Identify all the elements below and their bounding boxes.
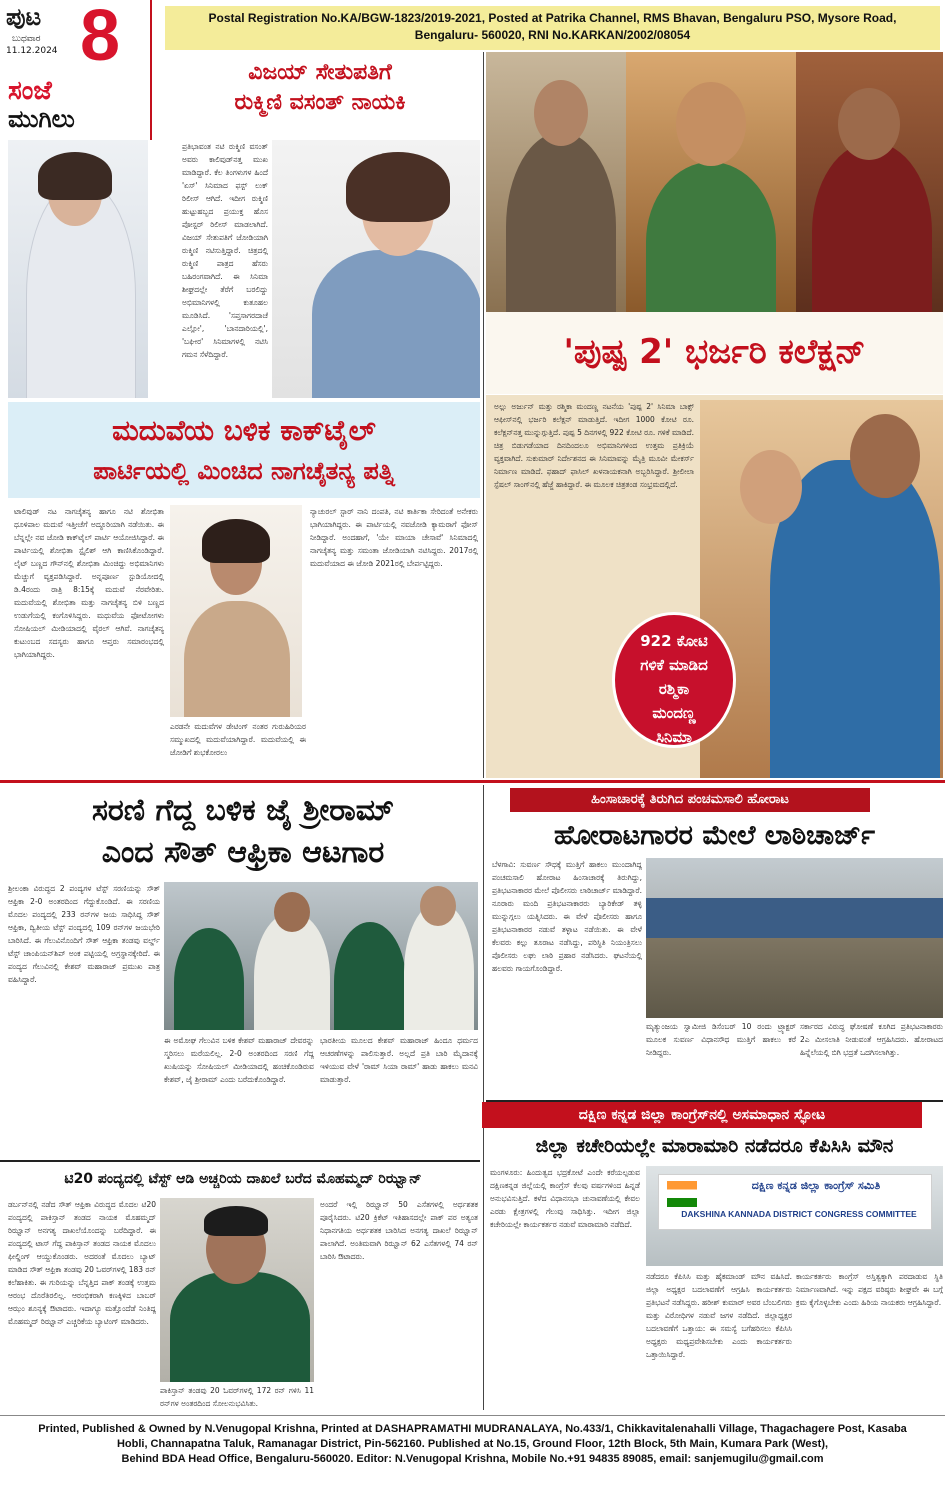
imprint-line-2: Hobli, Channapatna Taluk, Ramanagar District, Pin-562160. Published at No.15, Ground Floor, 12th Block, 5th Main, Kumara Park (West), [116, 1438, 829, 1450]
postal-registration [165, 6, 940, 50]
rizwan-headline-band [8, 1164, 478, 1194]
southafrica-headline [8, 790, 478, 874]
brand-name-line1: ಸಂಜೆ [8, 76, 52, 106]
postal-line-1: Postal Registration No.KA/BGW-1823/2019-2021, Posted at Patrika Channel, RMS Bhavan, Bengaluru PSO, Mysore Road, [208, 11, 897, 25]
pancha-protest-photo [646, 858, 943, 1018]
postal-line-2: Bengaluru- 560020, RNI No.KARKAN/2002/08054 [414, 28, 691, 42]
pancha-caption: ಮೃತ್ಯುಂಜಯ ಸ್ವಾಮೀಜಿ ಡಿಸೆಂಬರ್ 10 ರಂದು ಟ್ರ್ಯಾಕ್ಟರ್ ಮೂಲಕ ಸುವರ್ಣ ವಿಧಾನಸೌಧ ಮುತ್ತಿಗೆ ಹಾಕಲು ಕರೆ ನೀಡಿದ್ದರು. [646, 1022, 796, 1057]
shobhita-photo [170, 505, 302, 717]
badge-line4: ಮಂದಣ್ಣ [652, 704, 696, 722]
rukmini-headline [170, 58, 470, 118]
pushpa-couple-photo [700, 400, 943, 778]
badge-line3: ರಶ್ಮಿಕಾ [658, 680, 690, 698]
rukmini-photo-left [8, 140, 148, 398]
pancha-body-1: ಬೆಳಗಾವಿ: ಸುವರ್ಣ ಸೌಧಕ್ಕೆ ಮುತ್ತಿಗೆ ಹಾಕಲು ಮುಂದಾಗಿದ್ದ ಪಂಚಮಸಾಲಿ ಹೋರಾಟ ಹಿಂಸಾಚಾರಕ್ಕೆ ತಿರುಗಿದ್ದು, ಪ್ರತಿಭಟನಾಕಾರರ ಮೇಲೆ ಪೊಲೀಸರು ಲಾಠಿಚಾರ್ಜ್ ಮಾಡಿದ್ದಾರೆ. ನೂರಾರು ಮಂದಿ ಪ್ರತಿಭಟನಾಕಾರರು ಬ್ಯಾರಿಕೇಡ್ ತಳ್ಳಿ ಮುನ್ನುಗ್ಗಲು ಯತ್ನಿಸಿದರು. ಈ ವೇಳೆ ಪೊಲೀಸರು ಹಾಗೂ ಪ್ರತಿಭಟನಾಕಾರರ ನಡುವೆ ತಳ್ಳಾಟ ನಡೆಯಿತು. [492, 860, 642, 934]
pancha-body-col3: ಸರ್ಕಾರದ ವಿರುದ್ಧ ಘೋಷಣೆ ಕೂಗಿದ ಪ್ರತಿಭಟನಾಕಾರರು 2ಎ ಮೀಸಲಾತಿ ನೀಡುವಂತೆ ಆಗ್ರಹಿಸಿದರು. ಹೋರಾಟದ ಹಿನ್ನೆಲೆಯಲ್ಲಿ ಬಿಗಿ ಭದ್ರತೆ ಒದಗಿಸಲಾಗಿತ್ತು. [800, 1022, 943, 1057]
pushpa-still-rashmika [626, 52, 796, 312]
dk-congress-office-photo [646, 1166, 943, 1266]
weekday: ಬುಧವಾರ [12, 34, 41, 44]
badge-line1: 922 ಕೋಟಿ [640, 632, 708, 650]
southafrica-team-photo [164, 882, 478, 1030]
imprint-footer [0, 1415, 945, 1491]
imprint-line-3: Behind BDA Head Office, Bengaluru-560020. Editor: N.Venugopal Krishna, Mobile No.+91 94835 89085, email: sanjemugilu@gmail.com [121, 1453, 824, 1465]
rizwan-body-1: ಡರ್ಬನ್‌ನಲ್ಲಿ ನಡೆದ ಸೌತ್ ಆಫ್ರಿಕಾ ವಿರುದ್ಧದ ಮೊದಲ ಟಿ20 ಪಂದ್ಯದಲ್ಲಿ ಪಾಕಿಸ್ತಾನ್ ತಂಡದ ನಾಯಕ ಮೊಹಮ್ಮದ್ ರಿಝ್ವಾನ್ ಅನಗತ್ಯ ದಾಖಲೆಯೊಂದನ್ನು ಬರೆದಿದ್ದಾರೆ. ಈ ಪಂದ್ಯದಲ್ಲಿ ಟಾಸ್ ಗೆದ್ದ ಪಾಕಿಸ್ತಾನ್ ತಂಡದ ನಾಯಕ ಮೊದಲು ಫೀಲ್ಡಿಂಗ್ ಆಯ್ದುಕೊಂಡರು. ಅದರಂತೆ ಮೊದಲು ಬ್ಯಾಟ್ ಮಾಡಿದ ಸೌತ್ ಆಫ್ರಿಕಾ ತಂಡವು 20 ಓವರ್‌ಗಳಲ್ಲಿ 183 ರನ್ ಕಲೆಹಾಕಿತು. [8, 1200, 156, 1287]
cocktail-caption: ಎರಡನೇ ಮದುವೆಗಳ ಡೇಟಿಂಗ್ ನಂತರ ಗುರುಹಿರಿಯರ ಸಮ್ಮುಖದಲ್ಲಿ ಮದುವೆಯಾಗಿದ್ದಾರೆ. ಮದುವೆಯಲ್ಲಿ ಈ ಜೋಡಿಗೆ ಶುಭಕೋರಲು [170, 722, 306, 757]
dk-body-col2 [646, 1270, 792, 1410]
rukmini-headline-line1: ವಿಜಯ್ ಸೇತುಪತಿಗೆ [248, 60, 392, 85]
rizwan-body-2: ಈ ಗುರಿಯನ್ನು ಬೆನ್ನತ್ತಿದ ಪಾಕ್ ತಂಡಕ್ಕೆ ಉತ್ತಮ ಆರಂಭ ದೊರೆತಿರಲಿಲ್ಲ. ಆರಂಭಿಕರಾಗಿ ಕಣಕ್ಕಿಳಿದ ಬಾಬರ್ ಆಝಂ ಶೂನ್ಯಕ್ಕೆ ಔಟಾದರು. ಇದಾಗ್ಯೂ ಮತ್ತೊಂದೆಡೆ ನಿಂತಿದ್ದ ಮೊಹಮ್ಮದ್ ರಿಝ್ವಾನ್ ಎಚ್ಚರಿಕೆಯ ಬ್ಯಾಟಿಂಗ್ ಮಾಡಿದರು. [8, 1278, 156, 1326]
section-divider-middle [0, 780, 945, 783]
brand-name-line2: ಮುಗಿಲು [8, 105, 75, 133]
dk-kicker: ದಕ್ಷಿಣ ಕನ್ನಡ ಜಿಲ್ಲಾ ಕಾಂಗ್ರೆಸ್‌ನಲ್ಲಿ ಅಸಮಾಧಾನ ಸ್ಫೋಟ [482, 1102, 922, 1128]
column-divider-upper [483, 52, 484, 778]
congress-office-signboard [658, 1174, 932, 1230]
left-section-divider [0, 1160, 480, 1162]
southafrica-headline-line1: ಸರಣಿ ಗೆದ್ದ ಬಳಿಕ ಜೈ ಶ್ರೀರಾಮ್ [91, 793, 395, 828]
badge-line5: ಸಿನಿಮಾ [656, 728, 692, 746]
rizwan-headline: ಟಿ20 ಪಂದ್ಯದಲ್ಲಿ ಟೆಸ್ಟ್ ಆಡಿ ಅಚ್ಚರಿಯ ದಾಖಲೆ ಬರೆದ ಮೊಹಮ್ಮದ್ ರಿಝ್ವಾನ್ [64, 1171, 422, 1187]
badge-line2: ಗಳಿಕೆ ಮಾಡಿದ [640, 656, 708, 674]
dk-body-col3: ಕಾರ್ಯಕರ್ತರು ಕಾಂಗ್ರೆಸ್ ಅಸ್ತಿತ್ವಕ್ಕಾಗಿ ಪರದಾಡುವ ಸ್ಥಿತಿ ನಿರ್ಮಾಣವಾಗಿದೆ. ಇನ್ನು ಪಕ್ಷದ ವರಿಷ್ಠರು ಶೀಘ್ರವೇ ಈ ಬಗ್ಗೆ ಕ್ರಮ ಕೈಗೊಳ್ಳಬೇಕು ಎಂದು ಹಿರಿಯ ನಾಯಕರು ಆಗ್ರಹಿಸಿದ್ದಾರೆ. [796, 1272, 943, 1307]
rukmini-body: ಪ್ರತಿಭಾವಂತ ನಟಿ ರುಕ್ಮಿಣಿ ವಸಂತ್ ಅವರು ಕಾಲಿವುಡ್‌ನತ್ತ ಮುಖ ಮಾಡಿದ್ದಾರೆ. ಕೆಲ ತಿಂಗಳುಗಳ ಹಿಂದೆ 'ಏಸ್' ಸಿನಿಮಾದ ಫಸ್ಟ್ ಲುಕ್ ರಿಲೀಸ್ ಆಗಿದೆ. ಇದೀಗ ರುಕ್ಮಿಣಿ ಹುಟ್ಟುಹಬ್ಬದ ಪ್ರಯುಕ್ತ ಹೊಸ ಪೋಸ್ಟರ್ ರಿಲೀಸ್ ಮಾಡಲಾಗಿದೆ. ವಿಜಯ್ ಸೇತುಪತಿಗೆ ಜೋಡಿಯಾಗಿ ರುಕ್ಮಿಣಿ ನಟಿಸುತ್ತಿದ್ದಾರೆ. ಚಿತ್ರದಲ್ಲಿ ರುಕ್ಮಿಣಿ ಪಾತ್ರದ ಹೆಸರು ಬಹಿರಂಗವಾಗಿದೆ. ಈ ಸಿನಿಮಾ ಶೀಘ್ರದಲ್ಲೇ ತೆರೆಗೆ ಬರಲಿದ್ದು ಅಭಿಮಾನಿಗಳಲ್ಲಿ ಕುತೂಹಲ ಮೂಡಿಸಿದೆ. 'ಸಪ್ತಸಾಗರದಾಚೆ ಎಲ್ಲೋ', 'ಬಾನದಾರಿಯಲ್ಲಿ', 'ಬಘೀರ' ಸಿನಿಮಾಗಳಲ್ಲಿ ನಟಿಸಿ ಗಮನ ಸೆಳೆದಿದ್ದಾರೆ. [182, 142, 268, 359]
southafrica-body-col3: ಭಾರತೀಯ ಮೂಲದ ಕೇಶವ್ ಮಹಾರಾಜ್ ಹಿಂದೂ ಧರ್ಮದ ಆಚರಣೆಗಳನ್ನು ಪಾಲಿಸುತ್ತಾರೆ. ಅಲ್ಲದೆ ಪ್ರತಿ ಬಾರಿ ಮೈದಾನಕ್ಕೆ ಇಳಿಯುವ ವೇಳೆ 'ರಾಮ್ ಸಿಯಾ ರಾಮ್' ಹಾಡು ಹಾಕಲು ಮನವಿ ಮಾಡುತ್ತಾರೆ. [320, 1036, 478, 1084]
rizwan-body-col3: ಅಂದರೆ ಇಲ್ಲಿ ರಿಝ್ವಾನ್ 50 ಎಸೆತಗಳಲ್ಲಿ ಅರ್ಧಶತಕ ಪೂರೈಸಿದರು. ಟಿ20 ಕ್ರಿಕೆಟ್ ಇತಿಹಾಸದಲ್ಲೇ ಪಾಕ್ ಪರ ಅತ್ಯಂತ ನಿಧಾನಗತಿಯ ಅರ್ಧಶತಕ ಬಾರಿಸಿದ ಅನಗತ್ಯ ದಾಖಲೆ ರಿಝ್ವಾನ್ ಪಾಲಾಗಿದೆ. ಅಂತಿಮವಾಗಿ ರಿಝ್ವಾನ್ 62 ಎಸೆತಗಳಲ್ಲಿ 74 ರನ್ ಬಾರಿಸಿ ಔಟಾದರು. [320, 1200, 478, 1261]
southafrica-body-col2: ಈ ಅಮೋಘ ಗೆಲುವಿನ ಬಳಿಕ ಕೇಶವ್ ಮಹಾರಾಜ್ ದೇವರನ್ನು ಸ್ಮರಿಸಲು ಮರೆಯಲಿಲ್ಲ. 2-0 ಅಂತರದಿಂದ ಸರಣಿ ಗೆದ್ದ ಖುಷಿಯನ್ನು ಸೋಷಿಯಲ್ ಮೀಡಿಯಾದಲ್ಲಿ ಹಂಚಿಕೊಂಡಿರುವ ಕೇಶವ್, ಜೈ ಶ್ರೀರಾಮ್ ಎಂದು ಬರೆದುಕೊಂಡಿದ್ದಾರೆ. [164, 1036, 314, 1084]
cocktail-body-col3: ನ್ಯಾಚುರಲ್ ಸ್ಟಾರ್ ನಾನಿ ದಂಪತಿ, ನಟಿ ಕಾರ್ತಿಕಾ ಸೇರಿದಂತೆ ಅನೇಕರು ಭಾಗಿಯಾಗಿದ್ದರು. ಈ ಪಾರ್ಟಿಯಲ್ಲಿ ನವಜೋಡಿ ಕ್ಯಾಮರಾಗೆ ಫೋಸ್ ನೀಡಿದ್ದಾರೆ. ಅಂದಹಾಗೆ, 'ಯೇ ಮಾಯಾ ಚೇಸಾವೆ' ಸಿನಿಮಾದಲ್ಲಿ ನಾಗಚೈತನ್ಯ ಮತ್ತು ಸಮಂತಾ ಜೋಡಿಯಾಗಿ ನಟಿಸಿದ್ದರು. 2017ರಲ್ಲಿ ಮದುವೆಯಾದ ಈ ಜೋಡಿ 2021ರಲ್ಲಿ ಬೇರ್ಪಟ್ಟಿದ್ದರು. [310, 507, 478, 568]
rizwan-caption: ಪಾಕಿಸ್ತಾನ್ ತಂಡವು 20 ಓವರ್‌ಗಳಲ್ಲಿ 172 ರನ್ ಗಳಿಸಿ 11 ರನ್‌ಗಳ ಅಂತರದಿಂದ ಸೋಲನುಭವಿಸಿತು. [160, 1386, 314, 1408]
southafrica-body-col1: ಶ್ರೀಲಂಕಾ ವಿರುದ್ಧದ 2 ಪಂದ್ಯಗಳ ಟೆಸ್ಟ್ ಸರಣಿಯನ್ನು ಸೌತ್ ಆಫ್ರಿಕಾ 2-0 ಅಂತರದಿಂದ ಗೆದ್ದುಕೊಂಡಿದೆ. ಈ ಸರಣಿಯ ಮೊದಲ ಪಂದ್ಯದಲ್ಲಿ 233 ರನ್‌ಗಳ ಜಯ ಸಾಧಿಸಿದ್ದ ಸೌತ್ ಆಫ್ರಿಕಾ, ದ್ವಿತೀಯ ಟೆಸ್ಟ್ ಪಂದ್ಯದಲ್ಲಿ 109 ರನ್‌ಗಳ ಜಯಭೇರಿ ಬಾರಿಸಿದೆ. ಈ ಗೆಲುವಿನೊಂದಿಗೆ ಸೌತ್ ಆಫ್ರಿಕಾ ತಂಡವು ವರ್ಲ್ಡ್ ಟೆಸ್ಟ್ ಚಾಂಪಿಯನ್‌ಶಿಪ್ ಅಂಕ ಪಟ್ಟಿಯಲ್ಲಿ ಅಗ್ರಸ್ಥಾನಕ್ಕೇರಿದೆ. ಈ ಪಂದ್ಯದ ಗೆಲುವಿನಲ್ಲಿ ಕೇಶವ್ ಮಹಾರಾಜ್ ಪ್ರಮುಖ ಪಾತ್ರ ವಹಿಸಿದ್ದಾರೆ. [8, 884, 160, 984]
rukmini-photo-right [272, 140, 480, 398]
dk-body-col1: ಮಂಗಳೂರು: ಹಿಂದುತ್ವದ ಭದ್ರಕೋಟೆ ಎಂದೇ ಕರೆಯಲ್ಪಡುವ ದಕ್ಷಿಣಕನ್ನಡ ಜಿಲ್ಲೆಯಲ್ಲಿ ಕಾಂಗ್ರೆಸ್ ಕೆಲವು ವರ್ಷಗಳಿಂದ ಹಿನ್ನಡೆ ಅನುಭವಿಸುತ್ತಿದೆ. ಕಳೆದ ವಿಧಾನಸಭಾ ಚುನಾವಣೆಯಲ್ಲಿ ಕೇವಲ ಎರಡು ಕ್ಷೇತ್ರಗಳಲ್ಲಿ ಗೆಲುವು ಸಾಧಿಸಿತ್ತು. ಇದೀಗ ಜಿಲ್ಲಾ ಕಚೇರಿಯಲ್ಲೇ ಕಾರ್ಯಕರ್ತರ ನಡುವೆ ಮಾರಾಮಾರಿ ನಡೆದಿದೆ. [490, 1168, 640, 1229]
column-divider-lower [483, 785, 484, 1410]
cocktail-headline-band [8, 402, 480, 498]
pushpa-still-allu [796, 52, 943, 312]
pancha-body-2: ಈ ವೇಳೆ ಕೆಲವರು ಕಲ್ಲು ತೂರಾಟ ನಡೆಸಿದ್ದು, ಪರಿಸ್ಥಿತಿ ನಿಯಂತ್ರಿಸಲು ಪೊಲೀಸರು ಲಘು ಲಾಠಿ ಪ್ರಹಾರ ನಡೆಸಿದರು. ಘಟನೆಯಲ್ಲಿ ಹಲವರು ಗಾಯಗೊಂಡಿದ್ದಾರೆ. [492, 925, 642, 973]
imprint-line-1: Printed, Published & Owned by N.Venugopal Krishna, Printed at DASHAPRAMATHI MUDRANALAYA, No.433/1, Chikkavitalenahalli Village, Thagachagere Post, Kasaba [38, 1423, 907, 1435]
pushpa-collection-badge [612, 612, 736, 748]
cocktail-body-1: ಟಾಲಿವುಡ್ ನಟ ನಾಗಚೈತನ್ಯ ಹಾಗೂ ನಟಿ ಶೋಭಿತಾ ಧೂಳಿಪಾಲ ಮದುವೆ ಇತ್ತೀಚೆಗೆ ಅದ್ಧೂರಿಯಾಗಿ ನಡೆಯಿತು. ಈ ಬೆನ್ನಲ್ಲೇ ನವ ಜೋಡಿ ಕಾಕ್‌ಟೈಲ್ ಪಾರ್ಟಿ ಆಯೋಜಿಸಿದ್ದಾರೆ. ಈ ಪಾರ್ಟಿಯಲ್ಲಿ ಶೋಭಿತಾ ಸ್ಟೈಲಿಶ್ ಆಗಿ ಕಾಣಿಸಿಕೊಂಡಿದ್ದಾರೆ. ಲೈಟ್ ಬಣ್ಣದ ಗೌನ್‌ನಲ್ಲಿ ಶೋಭಿತಾ ಮಿಂಚಿದ್ದು ಅಭಿಮಾನಿಗಳು ಮೆಚ್ಚುಗೆ ವ್ಯಕ್ತಪಡಿಸಿದ್ದಾರೆ. ಅನ್ನಪೂರ್ಣ ಸ್ಟುಡಿಯೋದಲ್ಲಿ ಡಿ.4ರಂದು ರಾತ್ರಿ 8:15ಕ್ಕೆ ಮದುವೆ ನೆರವೇರಿತು. [14, 507, 164, 594]
pushpa-headline: 'ಪುಷ್ಪ 2' ಭರ್ಜರಿ ಕಲೆಕ್ಷನ್ [563, 332, 866, 372]
rukmini-headline-line2: ರುಕ್ಮಿಣಿ ವಸಂತ್ ನಾಯಕಿ [234, 90, 406, 115]
dk-headline: ಜಿಲ್ಲಾ ಕಚೇರಿಯಲ್ಲೇ ಮಾರಾಮಾರಿ ನಡೆದರೂ ಕೆಪಿಸಿಸಿ ಮೌನ [535, 1135, 894, 1157]
cocktail-body-2: ಮದುವೆಯಲ್ಲಿ ಶೋಭಿತಾ ಮತ್ತು ನಾಗಚೈತನ್ಯ ಬಿಳಿ ಬಣ್ಣದ ಉಡುಗೆಯಲ್ಲಿ ಕಂಗೊಳಿಸಿದ್ದರು. ಮಧುವೆಯ ಫೋಟೋಗಳು ಸೋಷಿಯಲ್ ಮೀಡಿಯಾದಲ್ಲಿ ವೈರಲ್ ಆಗಿವೆ. ನಾಗಚೈತನ್ಯ ಕುಟುಂಬದ ಸದಸ್ಯರು ಹಾಗೂ ಆಪ್ತರು ಸಮಾರಂಭದಲ್ಲಿ ಭಾಗಿಯಾಗಿದ್ದರು. [14, 598, 164, 659]
page-number: 8 [80, 0, 121, 76]
cocktail-headline-line1: ಮದುವೆಯ ಬಳಿಕ ಕಾಕ್‌ಟೈಲ್ [112, 414, 376, 447]
dk-body-2: ನಡೆದರೂ ಕೆಪಿಸಿಸಿ ಮತ್ತು ಹೈಕಮಾಂಡ್ ಮೌನ ವಹಿಸಿದೆ. ಜಿಲ್ಲಾ ಅಧ್ಯಕ್ಷರ ಬದಲಾವಣೆಗೆ ಆಗ್ರಹಿಸಿ ಕಾರ್ಯಕರ್ತರು ಪ್ರತಿಭಟನೆ ನಡೆಸಿದ್ದರು. ಹರೀಶ್ ಕುಮಾರ್ ಅವರ ಬೆಂಬಲಿಗರು ಮತ್ತು ವಿರೋಧಿಗಳ ನಡುವೆ ಜಗಳ ನಡೆದಿದೆ. [646, 1272, 792, 1320]
pushpa-headline-band [486, 312, 943, 394]
pancha-headline: ಹೋರಾಟಗಾರರ ಮೇಲೆ ಲಾಠಿಚಾರ್ಜ್ [554, 820, 875, 851]
pancha-body-col1 [492, 858, 642, 1068]
signboard-english: DAKSHINA KANNADA DISTRICT CONGRESS COMMITTEE [681, 1209, 917, 1219]
pushpa-body: ಅಲ್ಲು ಅರ್ಜುನ್ ಮತ್ತು ರಶ್ಮಿಕಾ ಮಂದಣ್ಣ ನಟನೆಯ 'ಪುಷ್ಪ 2' ಸಿನಿಮಾ ಬಾಕ್ಸ್ ಆಫೀಸ್‌ನಲ್ಲಿ ಭರ್ಜರಿ ಕಲೆಕ್ಷನ್ ಮಾಡುತ್ತಿದೆ. ಇದೀಗ 1000 ಕೋಟಿ ರೂ. ಕಲೆಕ್ಷನ್‌ನತ್ತ ಮುನ್ನುಗ್ಗುತ್ತಿದೆ. ಪುಷ್ಪ 5 ದಿನಗಳಲ್ಲಿ 922 ಕೋಟಿ ರೂ. ಗಳಿಕೆ ಮಾಡಿದೆ. ಚಿತ್ರ ಬಿಡುಗಡೆಯಾದ ದಿನದಿಂದಲೂ ಅಭಿಮಾನಿಗಳಿಂದ ಉತ್ತಮ ಪ್ರತಿಕ್ರಿಯೆ ವ್ಯಕ್ತವಾಗಿದೆ. ಸುಕುಮಾರ್ ನಿರ್ದೇಶನದ ಈ ಸಿನಿಮಾವನ್ನು ಮೈತ್ರಿ ಮೂವೀ ಮೇಕರ್ಸ್ ನಿರ್ಮಾಣ ಮಾಡಿದೆ. ಫಹಾದ್ ಫಾಸಿಲ್ ಖಳನಾಯಕನಾಗಿ ಅಬ್ಬರಿಸಿದ್ದಾರೆ. ಶ್ರೀಲೀಲಾ ಸ್ಪೆಷಲ್ ಸಾಂಗ್‌ನಲ್ಲಿ ಹೆಜ್ಜೆ ಹಾಕಿದ್ದಾರೆ. ಈ ಮೂಲಕ ಚಿತ್ರತಂಡ ಸಂಭ್ರಮದಲ್ಲಿದೆ. [494, 402, 694, 489]
pushpa-still-fahad [486, 52, 626, 312]
signboard-kannada: ದಕ್ಷಿಣ ಕನ್ನಡ ಜಿಲ್ಲಾ ಕಾಂಗ್ರೆಸ್ ಸಮಿತಿ [751, 1179, 881, 1192]
congress-flag-icon [667, 1181, 697, 1207]
page-label: ಪುಟ [6, 2, 42, 31]
rizwan-body-col1 [8, 1198, 156, 1410]
pancha-kicker: ಹಿಂಸಾಚಾರಕ್ಕೆ ತಿರುಗಿದ ಪಂಚಮಸಾಲಿ ಹೋರಾಟ [510, 788, 870, 812]
dk-body-4: ಜಿಲ್ಲಾಧ್ಯಕ್ಷರ ಬದಲಾವಣೆಗೆ ಒತ್ತಾಯ: ಈ ಸಮಸ್ಯೆ ಬಗೆಹರಿಸಲು ಕೆಪಿಸಿಸಿ ಅಧ್ಯಕ್ಷರು ಮಧ್ಯಪ್ರವೇಶಿಸಬೇಕು ಎಂದು ಕಾರ್ಯಕರ್ತರು ಒತ್ತಾಯಿಸಿದ್ದಾರೆ. [646, 1311, 792, 1359]
masthead-divider [150, 0, 152, 140]
issue-date: 11.12.2024 [6, 46, 58, 56]
cocktail-headline-line2: ಪಾರ್ಟಿಯಲ್ಲಿ ಮಿಂಚಿದ ನಾಗಚೈತನ್ಯ ಪತ್ನಿ [93, 457, 395, 485]
cocktail-body-col1 [14, 505, 164, 773]
southafrica-headline-line2: ಎಂದ ಸೌತ್ ಆಫ್ರಿಕಾ ಆಟಗಾರ [101, 835, 385, 870]
rizwan-photo [160, 1198, 314, 1382]
